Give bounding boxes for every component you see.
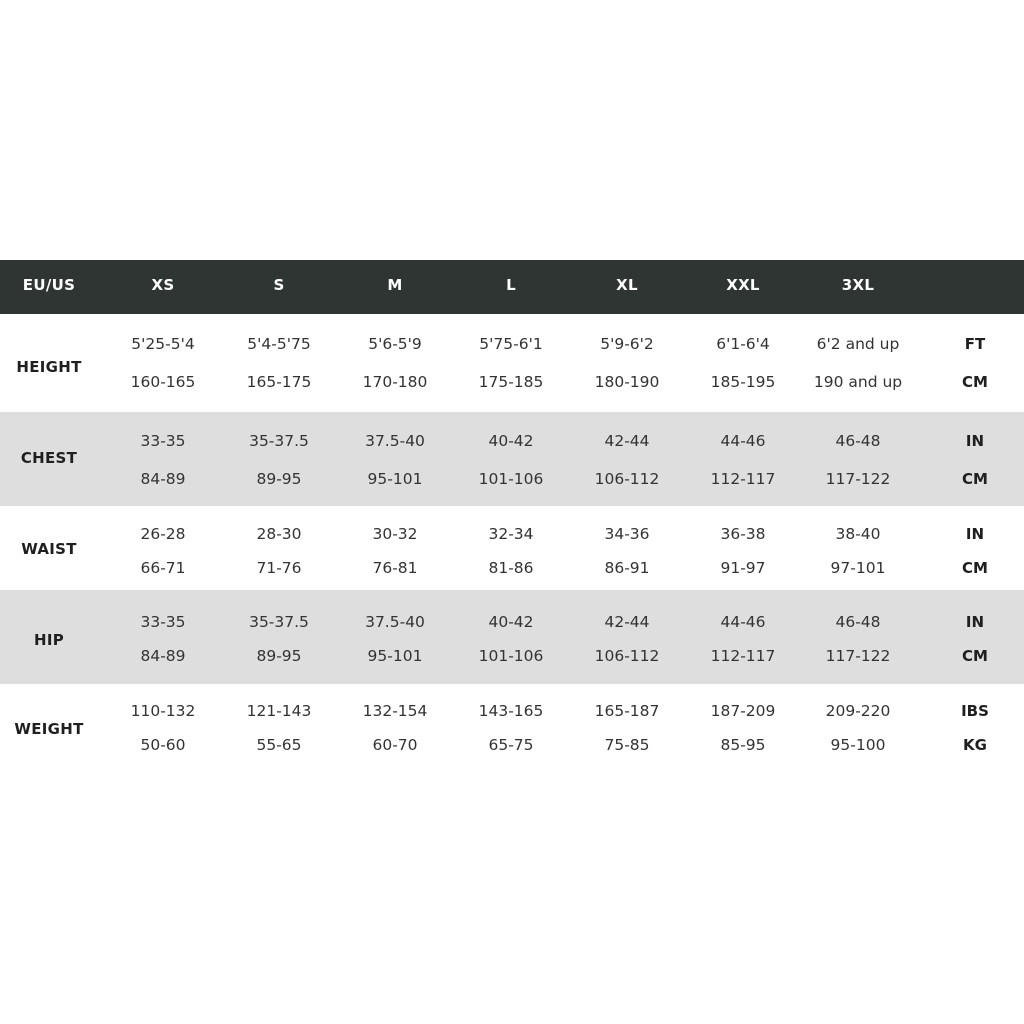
row-label-hip: HIP (33, 631, 65, 649)
table-cell: 165-187 (594, 702, 660, 720)
table-cell: 84-89 (140, 647, 186, 665)
unit-label: CM (962, 647, 988, 665)
table-cell: 40-42 (488, 432, 534, 450)
table-cell: 33-35 (140, 432, 186, 450)
table-cell: 190 and up (813, 373, 903, 391)
row-label-weight: WEIGHT (14, 720, 84, 738)
table-cell: 6'2 and up (816, 335, 900, 353)
header-size-m: M (387, 276, 403, 294)
table-cell: 160-165 (130, 373, 196, 391)
table-cell: 75-85 (604, 736, 650, 754)
table-cell: 6'1-6'4 (716, 335, 770, 353)
size-chart-table (0, 260, 1024, 776)
unit-label: CM (962, 559, 988, 577)
table-cell: 71-76 (256, 559, 302, 577)
table-cell: 5'25-5'4 (131, 335, 195, 353)
table-cell: 50-60 (140, 736, 186, 754)
header-size-xxl: XXL (726, 276, 760, 294)
table-cell: 44-46 (720, 432, 766, 450)
table-cell: 209-220 (825, 702, 891, 720)
table-cell: 97-101 (830, 559, 886, 577)
table-cell: 5'6-5'9 (368, 335, 422, 353)
table-cell: 89-95 (256, 647, 302, 665)
table-cell: 175-185 (478, 373, 544, 391)
table-cell: 38-40 (835, 525, 881, 543)
header-size-xs: XS (151, 276, 175, 294)
unit-label: IN (965, 613, 985, 631)
header-region-label: EU/US (22, 276, 76, 294)
table-cell: 37.5-40 (365, 432, 425, 450)
table-cell: 117-122 (825, 470, 891, 488)
unit-label: CM (962, 470, 988, 488)
unit-label: KG (963, 736, 987, 754)
table-cell: 84-89 (140, 470, 186, 488)
table-cell: 44-46 (720, 613, 766, 631)
unit-label: IBS (961, 702, 989, 720)
table-cell: 185-195 (710, 373, 776, 391)
table-cell: 65-75 (488, 736, 534, 754)
table-cell: 34-36 (604, 525, 650, 543)
table-cell: 91-97 (720, 559, 766, 577)
table-row-waist (0, 506, 1024, 590)
table-cell: 85-95 (720, 736, 766, 754)
table-cell: 95-100 (830, 736, 886, 754)
table-row-chest (0, 412, 1024, 506)
row-label-waist: WAIST (21, 540, 77, 558)
table-cell: 28-30 (256, 525, 302, 543)
header-size-l: L (506, 276, 516, 294)
table-cell: 32-34 (488, 525, 534, 543)
table-cell: 101-106 (478, 647, 544, 665)
unit-label: CM (962, 373, 988, 391)
table-cell: 46-48 (835, 432, 881, 450)
table-cell: 112-117 (710, 470, 776, 488)
table-cell: 42-44 (604, 432, 650, 450)
table-row-height (0, 314, 1024, 412)
header-size-xl: XL (616, 276, 638, 294)
table-cell: 106-112 (594, 470, 660, 488)
table-cell: 95-101 (367, 470, 423, 488)
table-cell: 35-37.5 (249, 432, 309, 450)
table-cell: 95-101 (367, 647, 423, 665)
table-cell: 81-86 (488, 559, 534, 577)
table-row-weight (0, 684, 1024, 776)
table-cell: 86-91 (604, 559, 650, 577)
table-cell: 40-42 (488, 613, 534, 631)
table-cell: 121-143 (246, 702, 312, 720)
table-cell: 106-112 (594, 647, 660, 665)
table-cell: 170-180 (362, 373, 428, 391)
table-cell: 76-81 (372, 559, 418, 577)
unit-label: IN (965, 432, 985, 450)
table-cell: 30-32 (372, 525, 418, 543)
table-cell: 180-190 (594, 373, 660, 391)
table-cell: 60-70 (372, 736, 418, 754)
table-cell: 187-209 (710, 702, 776, 720)
table-cell: 117-122 (825, 647, 891, 665)
table-cell: 112-117 (710, 647, 776, 665)
table-cell: 5'9-6'2 (600, 335, 654, 353)
table-cell: 55-65 (256, 736, 302, 754)
table-cell: 36-38 (720, 525, 766, 543)
table-header-row (0, 260, 1024, 314)
table-cell: 35-37.5 (249, 613, 309, 631)
table-cell: 42-44 (604, 613, 650, 631)
row-label-chest: CHEST (20, 449, 78, 467)
table-cell: 46-48 (835, 613, 881, 631)
table-cell: 101-106 (478, 470, 544, 488)
table-cell: 33-35 (140, 613, 186, 631)
table-cell: 5'75-6'1 (479, 335, 543, 353)
header-size-s: S (273, 276, 285, 294)
table-cell: 89-95 (256, 470, 302, 488)
table-cell: 143-165 (478, 702, 544, 720)
table-row-hip (0, 590, 1024, 684)
unit-label: IN (965, 525, 985, 543)
row-label-height: HEIGHT (16, 358, 82, 376)
table-cell: 165-175 (246, 373, 312, 391)
table-cell: 26-28 (140, 525, 186, 543)
table-cell: 5'4-5'75 (247, 335, 311, 353)
table-cell: 132-154 (362, 702, 428, 720)
table-cell: 110-132 (130, 702, 196, 720)
table-cell: 66-71 (140, 559, 186, 577)
table-cell: 37.5-40 (365, 613, 425, 631)
unit-label: FT (964, 335, 986, 353)
header-size-3xl: 3XL (841, 276, 875, 294)
